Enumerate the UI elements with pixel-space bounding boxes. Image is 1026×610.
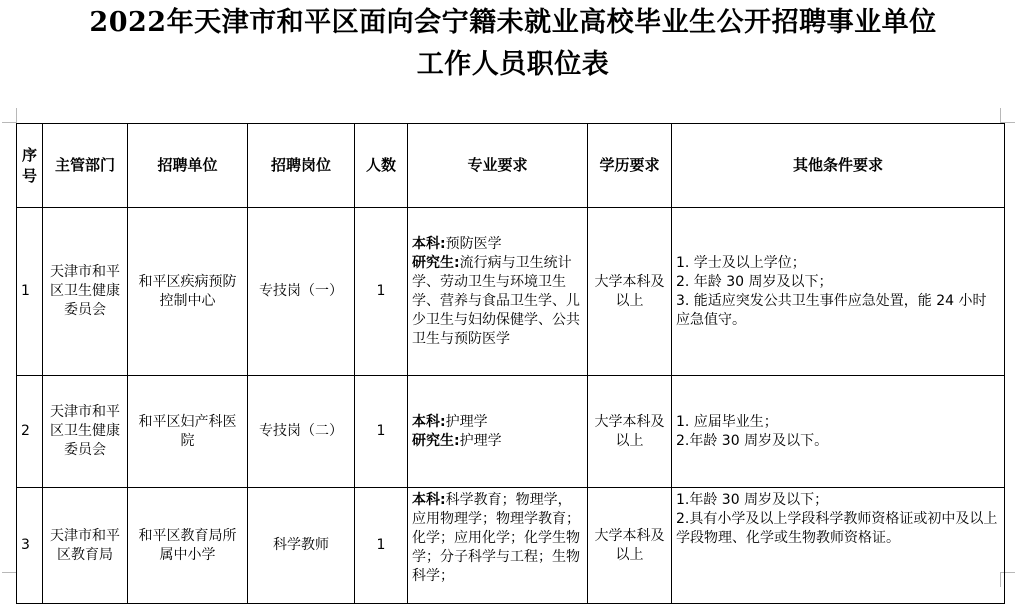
cell-seq: 1 — [17, 208, 43, 376]
cell-other — [672, 208, 1005, 376]
header-seq-char-2: 号 — [21, 166, 37, 185]
major-label: 本科: — [412, 413, 446, 430]
cell-other — [672, 376, 1005, 488]
cell-department: 天津市和平区卫生健康委员会 — [43, 208, 128, 376]
major-text: 护理学 — [445, 413, 488, 430]
cell-count: 1 — [355, 488, 408, 604]
header-other: 其他条件要求 — [672, 124, 1005, 208]
table-header-row — [17, 124, 1005, 208]
cell-unit: 和平区教育局所属中小学 — [128, 488, 248, 604]
cell-department: 天津市和平区卫生健康委员会 — [43, 376, 128, 488]
header-count: 人数 — [355, 124, 408, 208]
major-label: 本科: — [412, 235, 446, 252]
other-line: 3. 能适应突发公共卫生事件应急处置，能 24 小时应急值守。 — [676, 292, 987, 328]
cell-count: 1 — [355, 376, 408, 488]
table-row — [17, 376, 1005, 488]
cell-position: 专技岗（二） — [248, 376, 355, 488]
header-position: 招聘岗位 — [248, 124, 355, 208]
header-department: 主管部门 — [43, 124, 128, 208]
cell-position: 专技岗（一） — [248, 208, 355, 376]
other-line: 1. 应届毕业生； — [676, 413, 778, 430]
cell-major — [408, 208, 588, 376]
other-line: 2.具有小学及以上学段科学教师资格证或初中及以上学段物理、化学或生物教师资格证。 — [676, 511, 998, 546]
major-label: 本科: — [412, 492, 446, 508]
table-row — [17, 208, 1005, 376]
cell-department: 天津市和平区教育局 — [43, 488, 128, 604]
header-seq-char-1: 序 — [21, 145, 37, 164]
page-corner-mark-top-left — [2, 108, 17, 123]
major-line — [412, 254, 583, 349]
major-label: 研究生: — [412, 254, 460, 271]
other-line: 1. 学士及以上学位； — [676, 254, 806, 271]
cell-unit: 和平区妇产科医院 — [128, 376, 248, 488]
cell-major — [408, 376, 588, 488]
cell-education: 大学本科及以上 — [588, 488, 672, 604]
major-text: 护理学 — [459, 432, 502, 449]
other-line: 1.年龄 30 周岁及以下； — [676, 492, 829, 508]
header-seq — [17, 124, 43, 208]
other-line: 2.年龄 30 周岁及以下。 — [676, 432, 829, 449]
cell-unit: 和平区疾病预防控制中心 — [128, 208, 248, 376]
cell-education: 大学本科及以上 — [588, 376, 672, 488]
major-line — [412, 491, 583, 586]
cell-count: 1 — [355, 208, 408, 376]
position-table — [16, 123, 1005, 604]
header-unit: 招聘单位 — [128, 124, 248, 208]
major-label: 研究生: — [412, 432, 460, 449]
major-text: 科学教育；物理学，应用物理学；物理学教育；化学；应用化学；化学生物学；分子科学与工程；生物科学； — [412, 492, 580, 584]
cell-education: 大学本科及以上 — [588, 208, 672, 376]
header-education: 学历要求 — [588, 124, 672, 208]
major-text: 预防医学 — [445, 235, 502, 252]
major-line — [412, 235, 583, 254]
cell-position: 科学教师 — [248, 488, 355, 604]
table-row — [17, 488, 1005, 604]
page-corner-mark-bottom-left — [2, 572, 17, 587]
cell-seq: 2 — [17, 376, 43, 488]
major-line — [412, 413, 583, 432]
other-line: 2. 年龄 30 周岁及以下； — [676, 273, 833, 290]
page-corner-mark-top-right — [1000, 108, 1015, 123]
cell-seq: 3 — [17, 488, 43, 604]
document-title-line-2: 工作人员职位表 — [416, 49, 610, 80]
header-major: 专业要求 — [408, 124, 588, 208]
cell-other — [672, 488, 1005, 604]
major-line — [412, 432, 583, 451]
document-title-line-1: 2022年天津市和平区面向会宁籍未就业高校毕业生公开招聘事业单位 — [89, 7, 937, 38]
major-text: 流行病与卫生统计学、劳动卫生与环境卫生学、营养与食品卫生学、儿少卫生与妇幼保健学、公共卫生与预防医学 — [412, 254, 580, 347]
cell-major — [408, 488, 588, 604]
